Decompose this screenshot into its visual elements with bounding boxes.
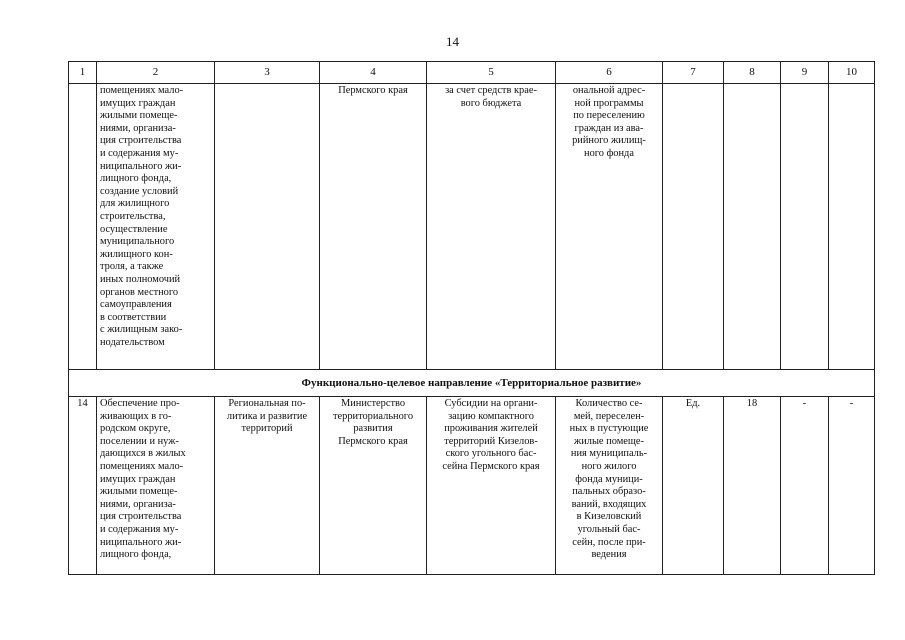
cell-col10: - — [829, 397, 875, 575]
cell-line: мей, переселен- — [573, 410, 645, 422]
cell-line: ведения — [591, 549, 627, 561]
cell-line: Субсидии на органи- — [444, 398, 538, 409]
cell-line: Пермского края — [338, 435, 408, 447]
cell-line: имущих граждан — [100, 473, 176, 485]
table-row-14 — [69, 397, 875, 575]
header-row — [69, 62, 875, 84]
cell-line: муниципального — [100, 236, 175, 248]
cell-line: ния муниципаль- — [570, 448, 648, 460]
header-cell: 8 — [724, 62, 781, 84]
cell-responsible — [320, 84, 427, 370]
table-row-continued — [69, 84, 875, 370]
cell-line: жилые помеще- — [574, 435, 644, 447]
cell-line: дающихся в жилых — [100, 448, 186, 460]
cell-line: Министерство — [340, 398, 406, 409]
cell-line: ного фонда — [584, 147, 634, 159]
cell-line: органов местного — [100, 286, 179, 298]
cell-line: нодательством — [100, 336, 165, 348]
cell-line: рийного жилищ- — [572, 135, 646, 147]
cell-value — [724, 84, 781, 370]
cell-line: зацию компактного — [448, 410, 534, 422]
cell-line: осуществление — [100, 223, 168, 235]
cell-line: территорий — [241, 423, 293, 435]
cell-line: ваний, входящих — [571, 498, 647, 510]
cell-line: помещениях мало- — [100, 85, 184, 96]
cell-line: троля, а также — [100, 261, 164, 273]
cell-line: живающих в го- — [100, 410, 172, 422]
cell-line: территорий Кизелов- — [444, 435, 538, 447]
cell-line: Количество се- — [575, 398, 643, 409]
cell-line: ной программы — [574, 97, 644, 109]
cell-col9: - — [781, 397, 829, 575]
cell-line: проживания жителей — [444, 423, 538, 435]
cell-line: ниципального жи- — [100, 536, 182, 548]
cell-line: угольный бас- — [577, 523, 641, 535]
cell-line: имущих граждан — [100, 97, 176, 109]
cell-line: литика и развитие — [226, 410, 308, 422]
cell-col10 — [829, 84, 875, 370]
cell-line: родском округе, — [100, 423, 171, 435]
cell-measure — [427, 84, 556, 370]
cell-line: иных полномочий — [100, 273, 181, 285]
cell-line: ных в пустующие — [569, 423, 649, 435]
cell-line: Обеспечение про- — [100, 398, 180, 409]
cell-line: сейна Пермского края — [442, 460, 540, 472]
cell-line: в Кизеловский — [576, 511, 642, 523]
cell-line: помещениях мало- — [100, 460, 184, 472]
cell-line: самоуправления — [100, 299, 172, 311]
cell-line: ция строительства — [100, 511, 182, 523]
section-row — [69, 370, 875, 397]
cell-line: Региональная по- — [228, 398, 306, 409]
cell-line: ского угольного бас- — [445, 448, 537, 460]
cell-task-text — [97, 84, 215, 370]
program-table — [68, 61, 875, 575]
cell-line: граждан из ава- — [574, 122, 644, 134]
cell-line: фонда муници- — [575, 473, 643, 485]
cell-indicator — [556, 84, 663, 370]
cell-line: и содержания му- — [100, 523, 179, 535]
header-cell: 4 — [320, 62, 427, 84]
cell-line: лищного фонда, — [100, 549, 172, 561]
cell-line: для жилищного — [100, 198, 170, 210]
header-cell: 3 — [215, 62, 320, 84]
cell-line: лищного фонда, — [100, 173, 172, 185]
cell-line: ного жилого — [581, 460, 637, 472]
header-cell: 6 — [556, 62, 663, 84]
cell-number: 14 — [69, 397, 97, 575]
cell-line: территориального — [332, 410, 414, 422]
cell-line: сейн, после при- — [572, 536, 646, 548]
cell-subprogram — [215, 397, 320, 575]
cell-line: жилищного кон- — [100, 248, 173, 260]
cell-subprogram — [215, 84, 320, 370]
cell-measure — [427, 397, 556, 575]
cell-line: ция строительства — [100, 135, 182, 147]
cell-value: 18 — [724, 397, 781, 575]
page-number: 14 — [446, 34, 459, 49]
cell-line: в соответствии — [100, 311, 167, 323]
cell-col9 — [781, 84, 829, 370]
header-cell: 7 — [663, 62, 724, 84]
cell-line: жилыми помеще- — [100, 110, 178, 122]
section-title: Функционально-целевое направление «Территориальное развитие» — [69, 370, 875, 397]
cell-line: создание условий — [100, 185, 179, 197]
cell-line: вого бюджета — [460, 97, 522, 109]
cell-line: ональной адрес- — [572, 85, 646, 96]
header-cell: 1 — [69, 62, 97, 84]
cell-line: ниципального жи- — [100, 160, 182, 172]
cell-unit: Ед. — [663, 397, 724, 575]
cell-line: с жилищным зако- — [100, 324, 183, 336]
header-cell: 10 — [829, 62, 875, 84]
cell-line: ниями, организа- — [100, 498, 176, 510]
cell-line: по переселению — [573, 110, 645, 122]
cell-line: развития — [353, 423, 393, 435]
cell-number — [69, 84, 97, 370]
cell-line: поселении и нуж- — [100, 435, 179, 447]
cell-line: за счет средств крае- — [445, 85, 537, 96]
cell-line: и содержания му- — [100, 147, 179, 159]
cell-line: пальных образо- — [572, 486, 646, 498]
cell-unit — [663, 84, 724, 370]
cell-task-text — [97, 397, 215, 575]
cell-line: строительства, — [100, 210, 166, 222]
header-cell: 9 — [781, 62, 829, 84]
cell-line: жилыми помеще- — [100, 486, 178, 498]
header-cell: 2 — [97, 62, 215, 84]
cell-line: ниями, организа- — [100, 122, 176, 134]
cell-indicator — [556, 397, 663, 575]
cell-line: Пермского края — [338, 85, 408, 96]
cell-responsible — [320, 397, 427, 575]
header-cell: 5 — [427, 62, 556, 84]
